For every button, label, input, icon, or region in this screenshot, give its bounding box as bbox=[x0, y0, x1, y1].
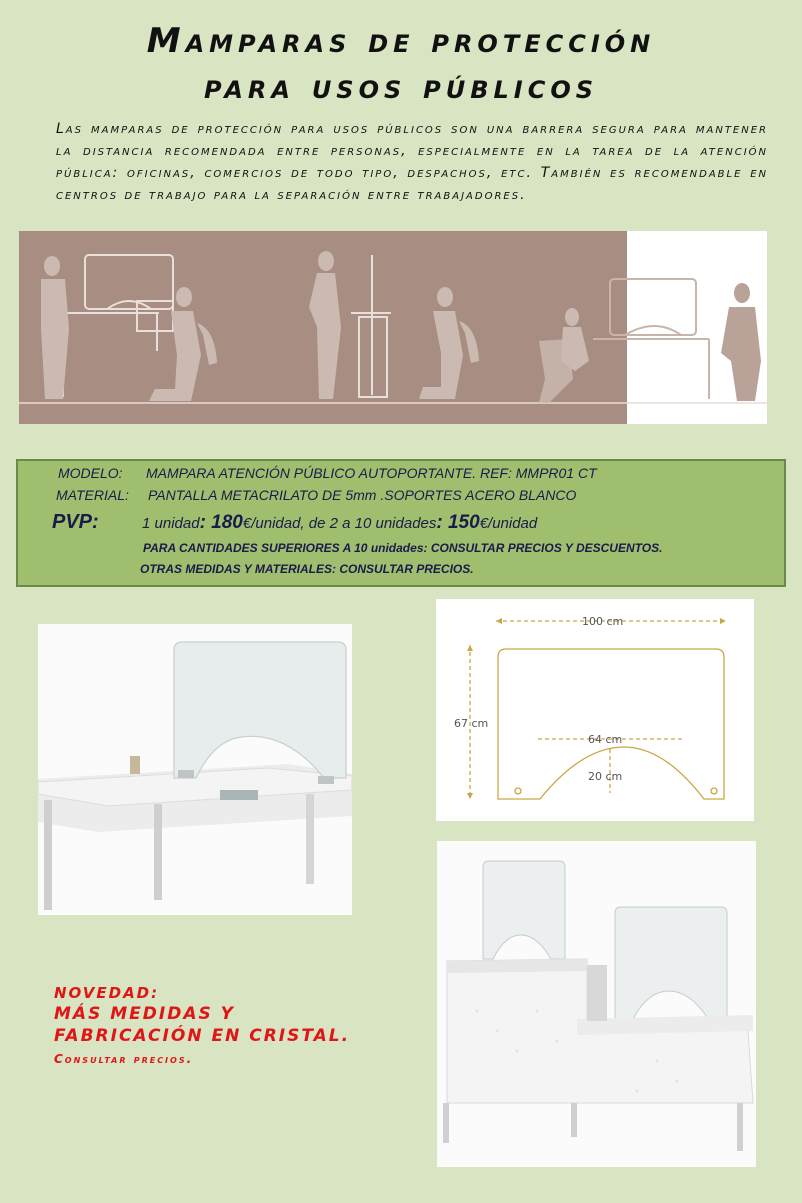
model-value: MAMPARA ATENCIÓN PÚBLICO AUTOPORTANTE. REF: MMPR01 CT bbox=[146, 465, 597, 481]
silhouette-illustration bbox=[19, 231, 767, 424]
intro-paragraph: Las mamparas de protección para usos públicos son una barrera segura para mantener la distancia recomendada entre personas, especialmente en la tarea de la atención pública: oficinas, comercios de todo tipo, despachos, etc. También es recomendable en centros de trabajo para la separación entre trabajadores. bbox=[56, 121, 768, 203]
model-row bbox=[58, 465, 597, 481]
price-part-1: 1 unidad bbox=[142, 515, 200, 532]
price-part-2: €/unidad, de 2 a 10 unidades bbox=[242, 515, 437, 532]
price-row bbox=[52, 511, 537, 534]
material-value: PANTALLA METACRILATO DE 5mm .SOPORTES ACERO BLANCO bbox=[148, 487, 577, 503]
novedad-note bbox=[54, 983, 434, 1069]
price-value-2: : 150 bbox=[436, 512, 480, 533]
arch-height-label: 20 cm bbox=[588, 770, 623, 783]
dimensions-diagram bbox=[436, 599, 754, 821]
price-part-3: €/unidad bbox=[479, 515, 538, 532]
material-label: MATERIAL: bbox=[56, 487, 129, 503]
page-title bbox=[0, 18, 802, 110]
price-value-1: : 180 bbox=[199, 512, 243, 533]
novedad-line-2: MÁS MEDIDAS Y bbox=[54, 1004, 235, 1024]
silhouette-banner bbox=[19, 231, 767, 424]
material-row bbox=[56, 487, 576, 503]
price-label: PVP: bbox=[52, 511, 99, 533]
novedad-line-4: Consultar precios. bbox=[54, 1052, 194, 1066]
other-sizes-note: OTRAS MEDIDAS Y MATERIALES: CONSULTAR PRECIOS. bbox=[140, 562, 474, 576]
novedad-line-3: FABRICACIÓN EN CRISTAL. bbox=[54, 1026, 351, 1046]
model-label: MODELO: bbox=[58, 465, 123, 481]
product-photo-desk bbox=[38, 624, 352, 915]
arch-width-label: 64 cm bbox=[588, 733, 623, 746]
height-label: 67 cm bbox=[454, 717, 489, 730]
product-photo-counter bbox=[437, 841, 756, 1167]
novedad-heading: NOVEDAD: bbox=[54, 984, 160, 1002]
width-label: 100 cm bbox=[582, 615, 624, 628]
product-info-box bbox=[16, 459, 786, 587]
title-line-2: para usos públicos bbox=[203, 67, 599, 107]
title-line-1: Mamparas de protección bbox=[146, 21, 656, 61]
quantity-note: PARA CANTIDADES SUPERIORES A 10 unidades: CONSULTAR PRECIOS Y DESCUENTOS. bbox=[143, 541, 663, 555]
